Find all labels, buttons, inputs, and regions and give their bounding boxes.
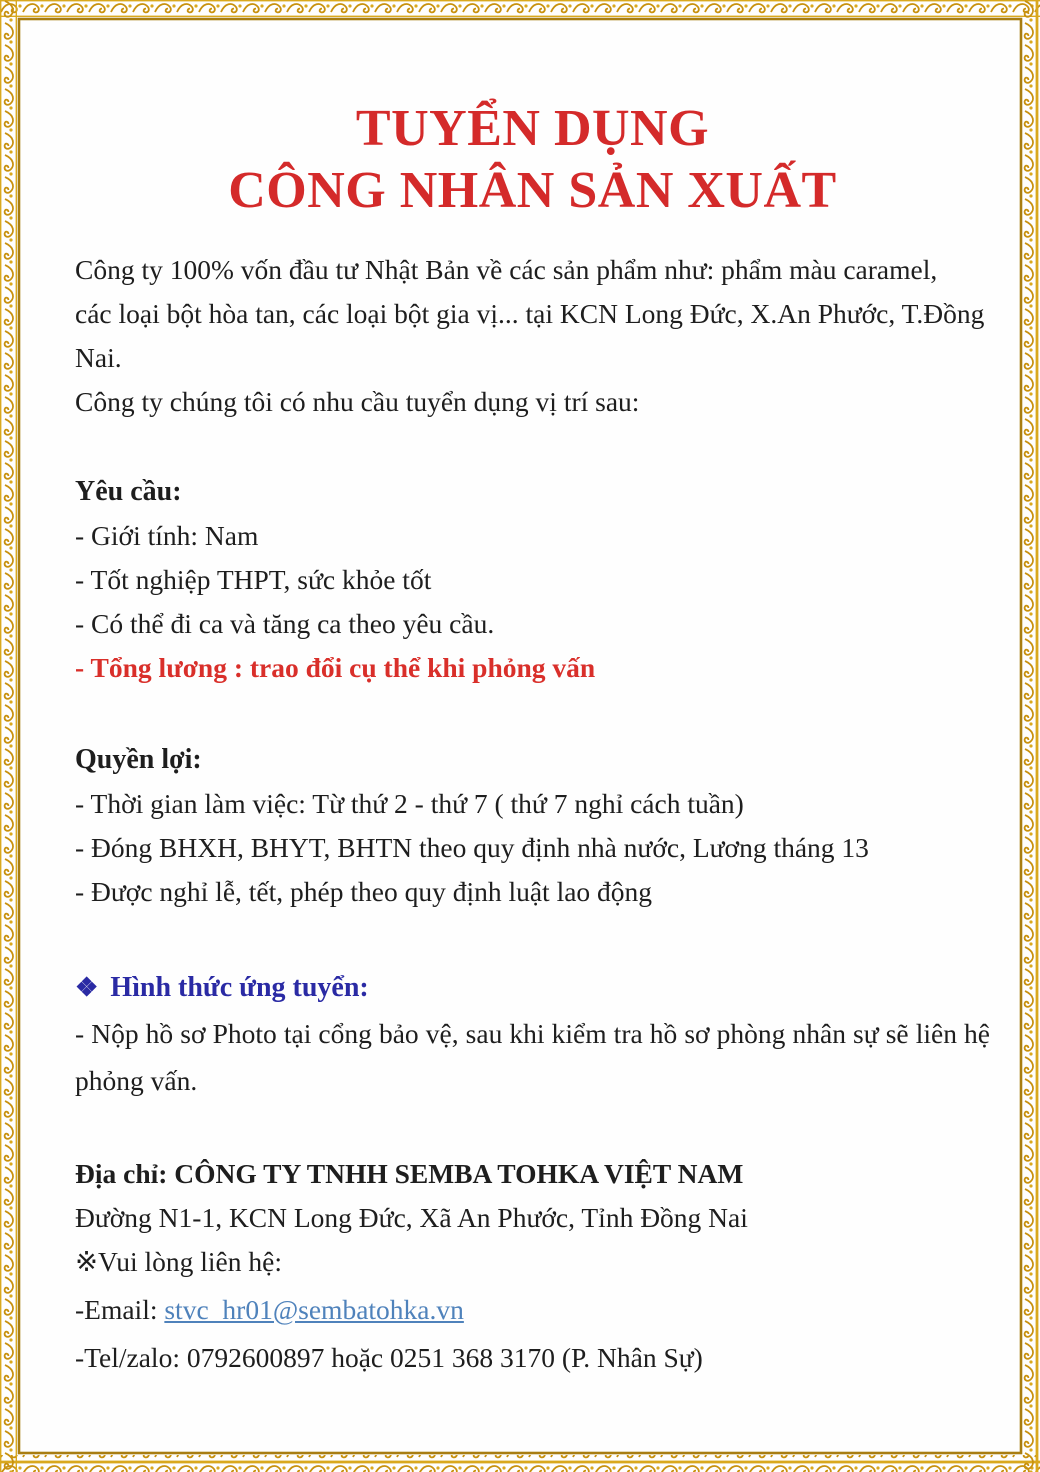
email-label: -Email: <box>75 1294 165 1325</box>
intro-paragraph <box>75 248 990 424</box>
border-bottom-band <box>0 1455 1040 1472</box>
intro-line: các loại bột hòa tan, các loại bột gia vị... tại KCN Long Đức, X.An Phước, T.Đồng Nai. <box>75 298 985 373</box>
benefit-item: - Đóng BHXH, BHYT, BHTN theo quy định nhà nước, Lương tháng 13 <box>75 832 869 863</box>
requirements-heading: Yêu cầu: <box>75 476 182 507</box>
email-line <box>75 1288 990 1332</box>
requirement-item: - Có thể đi ca và tăng ca theo yêu cầu. <box>75 608 495 639</box>
border-right-band <box>1023 0 1040 1472</box>
title-line-1: TUYỂN DỤNG <box>355 100 710 157</box>
tel-line: -Tel/zalo: 0792600897 hoặc 0251 368 3170 (P. Nhân Sự) <box>75 1342 703 1373</box>
title-line-2: CÔNG NHÂN SẢN XUẤT <box>228 162 837 219</box>
benefits-list <box>75 782 990 914</box>
company-address-line: Địa chỉ: CÔNG TY TNHH SEMBA TOHKA VIỆT NAM <box>75 1158 744 1189</box>
application-heading-label: Hình thức ứng tuyển: <box>110 972 369 1003</box>
requirement-item: - Giới tính: Nam <box>75 520 259 551</box>
contact-note-line: ※Vui lòng liên hệ: <box>75 1246 282 1277</box>
diamond-bullet-icon: ❖ <box>75 973 99 1002</box>
application-heading <box>75 966 990 1010</box>
requirement-item: - Tốt nghiệp THPT, sức khỏe tốt <box>75 564 432 595</box>
benefits-heading: Quyền lợi: <box>75 744 202 775</box>
application-instructions: - Nộp hồ sơ Photo tại cổng bảo vệ, sau khi kiểm tra hồ sơ phòng nhân sự sẽ liên hệ phỏng vấn. <box>75 1018 990 1096</box>
benefit-item: - Được nghỉ lễ, tết, phép theo quy định luật lao động <box>75 876 653 907</box>
page-title <box>75 98 990 222</box>
intro-line: Công ty chúng tôi có nhu cầu tuyển dụng vị trí sau: <box>75 386 640 417</box>
email-link[interactable]: stvc_hr01@sembatohka.vn <box>164 1294 464 1325</box>
salary-note: - Tổng lương : trao đổi cụ thể khi phỏng vấn <box>75 652 596 683</box>
requirements-list <box>75 514 990 690</box>
benefit-item: - Thời gian làm việc: Từ thứ 2 - thứ 7 ( thứ 7 nghỉ cách tuần) <box>75 788 744 819</box>
intro-line: Công ty 100% vốn đầu tư Nhật Bản về các sản phẩm như: phẩm màu caramel, <box>75 254 938 285</box>
border-left-band <box>0 0 17 1472</box>
street-address-line: Đường N1-1, KCN Long Đức, Xã An Phước, Tỉnh Đồng Nai <box>75 1202 748 1233</box>
document-content <box>75 0 990 1380</box>
